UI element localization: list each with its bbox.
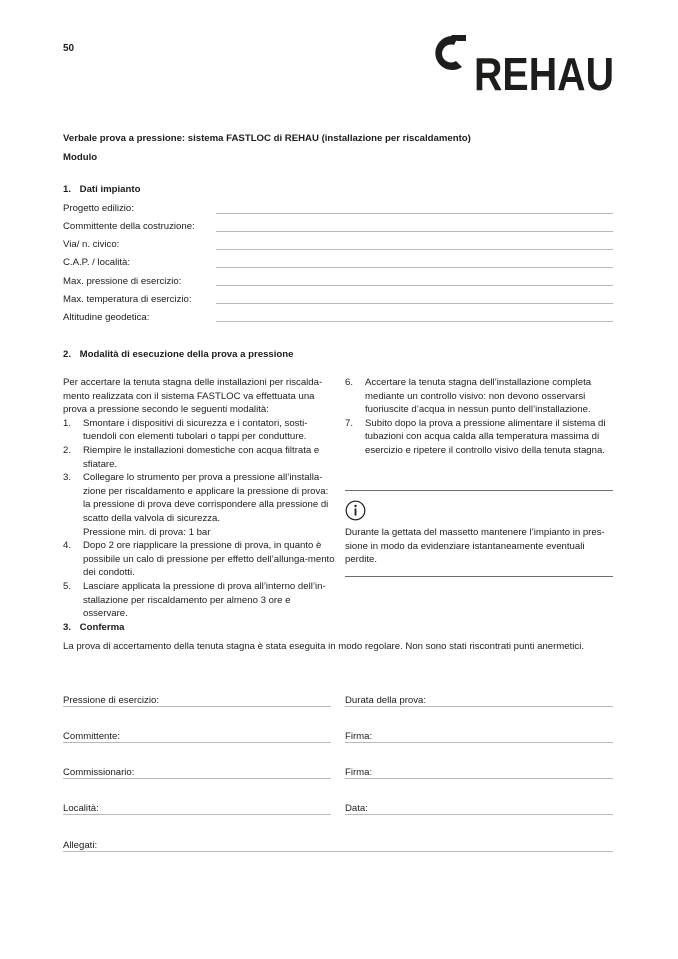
step-item	[345, 417, 613, 458]
title-line: Verbale prova a pressione: sistema FASTLOC di REHAU (installazione per riscaldamento)	[63, 133, 471, 144]
step-item	[63, 539, 336, 580]
section1-title: Dati impianto	[79, 184, 141, 195]
sig-label-allegati: Allegati:	[63, 840, 98, 851]
sig-line-commissionario[interactable]	[63, 778, 331, 779]
sig-label-firma-2: Firma:	[345, 767, 373, 778]
section2-heading	[63, 349, 293, 360]
section3-title: Conferma	[79, 622, 125, 633]
sig-label-localita: Località:	[63, 803, 99, 814]
step-text: Riempire le installazioni domestiche con acqua filtrata e sfiatare.	[83, 444, 320, 470]
subtitle-line: Modulo	[63, 152, 98, 163]
field-label-via: Via/ n. civico:	[63, 239, 120, 250]
step-number: 4.	[63, 540, 72, 552]
note-text: Durante la gettata del massetto mantenere l’impianto in pres-sione in modo da evidenziare istantaneamente eventuali perdite.	[345, 527, 605, 566]
steps-list-left	[63, 417, 336, 621]
step-text: Smontare i dispositivi di sicurezza e i contatori, sosti-tuendoli con elementi tubolari o tappi per condutture.	[83, 417, 308, 443]
sig-label-committente: Committente:	[63, 731, 121, 742]
info-icon	[345, 500, 366, 521]
rehau-logo-graphic	[428, 31, 616, 100]
section3-number: 3.	[63, 622, 72, 633]
section2-intro: Per accertare la tenuta stagna delle installazioni per riscalda-mento realizzata con il sistema FASTLOC va effettuata una prova a pressione secondo le seguenti modalità:	[63, 377, 323, 416]
section1-number: 1.	[63, 184, 72, 195]
field-line-committente[interactable]	[216, 231, 613, 232]
step-text: Accertare la tenuta stagna dell’installazione completa mediante un controllo visivo: non devono osservarsi fuoriuscite d’acqua in nessun punto dell’installazione.	[365, 377, 592, 416]
sig-label-durata: Durata della prova:	[345, 695, 427, 706]
field-line-cap[interactable]	[216, 267, 613, 268]
field-label-cap: C.A.P. / località:	[63, 257, 131, 268]
step-item	[63, 580, 336, 621]
step-extra: Pressione min. di prova: 1 bar	[83, 526, 211, 538]
section3-heading	[63, 622, 124, 633]
svg-text:REHAU: REHAU	[474, 48, 614, 100]
step-item	[63, 444, 336, 471]
step-number: 2.	[63, 444, 72, 456]
sig-line-committente[interactable]	[63, 742, 331, 743]
sig-label-firma-1: Firma:	[345, 731, 373, 742]
field-line-progetto[interactable]	[216, 213, 613, 214]
steps-list-right	[345, 376, 613, 458]
sig-line-firma-1[interactable]	[345, 742, 613, 743]
sig-line-pressione[interactable]	[63, 706, 331, 707]
field-label-temperatura: Max. temperatura di esercizio:	[63, 294, 192, 305]
sig-label-pressione: Pressione di esercizio:	[63, 695, 159, 706]
field-line-pressione[interactable]	[216, 285, 613, 286]
sig-line-firma-2[interactable]	[345, 778, 613, 779]
field-line-via[interactable]	[216, 249, 613, 250]
field-label-altitudine: Altitudine geodetica:	[63, 312, 150, 323]
note-bottom-rule	[345, 576, 613, 577]
field-label-progetto: Progetto edilizio:	[63, 203, 134, 214]
sig-line-localita[interactable]	[63, 814, 331, 815]
step-number: 3.	[63, 472, 72, 484]
section2-title: Modalità di esecuzione della prova a pressione	[79, 349, 294, 360]
section1-heading	[63, 184, 140, 195]
section2-right-column	[345, 376, 613, 458]
step-text: Subito dopo la prova a pressione alimentare il sistema di tubazioni con acqua calda alla temperatura massima di esercizio e ripetere il controllo visivo della tenuta stagna.	[365, 417, 606, 456]
step-text: Lasciare applicata la pressione di prova all’interno dell’in-stallazione per riscaldamento per almeno 3 ore e osservare.	[83, 580, 326, 620]
field-label-committente: Committente della costruzione:	[63, 221, 195, 232]
field-line-altitudine[interactable]	[216, 321, 613, 322]
sig-label-data: Data:	[345, 803, 368, 814]
document-title	[63, 129, 471, 167]
sig-line-durata[interactable]	[345, 706, 613, 707]
section3-text: La prova di accertamento della tenuta stagna è stata eseguita in modo regolare. Non sono stati riscontrati punti anermetici.	[63, 641, 585, 652]
step-item	[345, 376, 613, 417]
step-item	[63, 417, 336, 444]
step-number: 6.	[345, 377, 354, 388]
sig-label-commissionario: Commissionario:	[63, 767, 135, 778]
note-top-rule	[345, 490, 613, 491]
section2-left-column	[63, 376, 336, 621]
page-number: 50	[63, 43, 75, 54]
step-number: 5.	[63, 580, 72, 592]
sig-line-data[interactable]	[345, 814, 613, 815]
rehau-logo	[428, 31, 616, 100]
step-number: 1.	[63, 417, 72, 429]
step-text: Dopo 2 ore riapplicare la pressione di prova, in quanto è possibile un calo di pressione per effetto dell’allunga-mento dei condotti.	[83, 540, 335, 579]
field-label-pressione: Max. pressione di esercizio:	[63, 276, 182, 287]
sig-line-allegati[interactable]	[63, 851, 613, 852]
step-number: 7.	[345, 417, 354, 429]
step-text: Collegare lo strumento per prova a pressione all’installa-zione per riscaldamento e applicare la pressione di prova: la pressione di prova deve corrispondere alla pressione di scatto della valvola di sicurezza.	[83, 472, 329, 524]
step-item	[63, 471, 336, 539]
field-line-temperatura[interactable]	[216, 303, 613, 304]
section2-number: 2.	[63, 349, 72, 360]
